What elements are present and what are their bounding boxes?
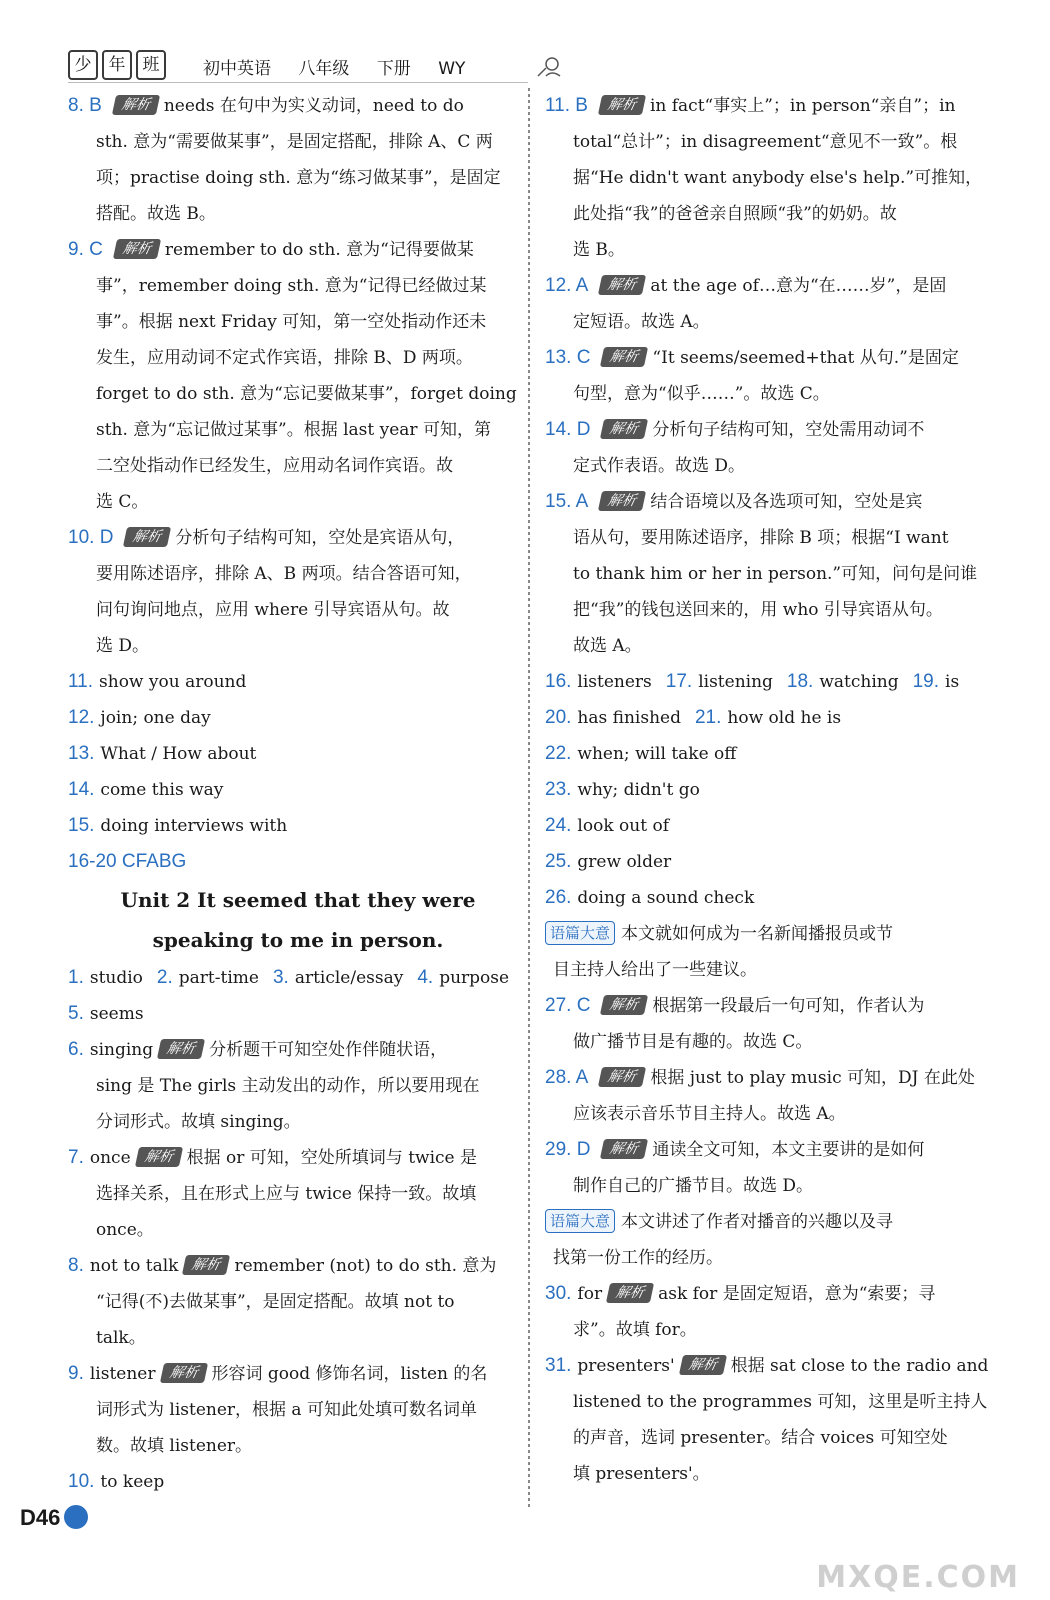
line-text: 目主持人给出了一些建议。 (553, 960, 757, 980)
page-badge-icon (64, 1505, 88, 1529)
answer-line (68, 1464, 528, 1500)
answer-text: singing (89, 1040, 154, 1060)
answer-line (68, 1140, 528, 1176)
answer-line (68, 484, 528, 520)
question-number: 6. (68, 1039, 84, 1060)
question-number: 16. (545, 671, 572, 692)
answer-line (545, 232, 1005, 268)
line-text: listeners (577, 672, 652, 692)
analysis-badge: 解析 (113, 239, 161, 259)
answer-line (545, 592, 1005, 628)
analysis-badge: 解析 (598, 1067, 646, 1087)
answer-line (68, 1428, 528, 1464)
line-text: grew older (577, 852, 672, 872)
answer-line (68, 664, 528, 700)
answer-text: listening (698, 672, 773, 692)
question-number: 11. B (545, 95, 588, 116)
line-text: 结合语境以及各选项可知，空处是宾 (650, 492, 923, 512)
line-text: 找第一份工作的经历。 (553, 1248, 723, 1268)
answer-line (68, 808, 528, 844)
line-text: “It seems/seemed+that 从句.”是固定 (652, 348, 959, 368)
line-text: 本文讲述了作者对播音的兴趣以及寻 (621, 1212, 894, 1232)
answer-line (545, 1060, 1005, 1096)
answer-line (545, 1024, 1005, 1060)
line-text: sth. 意为“忘记做过某事”。根据 last year 可知，第 (96, 420, 491, 440)
answer-line (68, 196, 528, 232)
answer-line (68, 340, 528, 376)
line-text: remember to do sth. 意为“记得要做某 (164, 240, 474, 260)
line-text: when; will take off (577, 744, 737, 764)
page-header (68, 50, 568, 90)
answer-text: not to talk (89, 1256, 179, 1276)
analysis-badge: 解析 (157, 1039, 205, 1059)
question-number: 29. D (545, 1139, 591, 1160)
answer-line (68, 1320, 528, 1356)
question-number: 19. (912, 671, 940, 692)
question-number: 3. (272, 967, 289, 988)
analysis-badge: 解析 (182, 1255, 230, 1275)
answer-line (68, 772, 528, 808)
answer-line (545, 1240, 1005, 1276)
question-number: 15. (68, 815, 95, 836)
answer-line (545, 664, 1005, 700)
answer-line (68, 448, 528, 484)
question-number: 20. (545, 707, 572, 728)
line-text: 的声音，选词 presenter。结合 voices 可知空处 (573, 1428, 948, 1448)
answer-line (545, 520, 1005, 556)
explanation-text: 形容词 good 修饰名词，listen 的名 (211, 1364, 488, 1384)
line-text: look out of (577, 816, 669, 836)
line-text: show you around (99, 672, 247, 692)
question-number: 5. (68, 1003, 84, 1024)
line-text: 制作自己的广播节目。故选 D。 (573, 1176, 814, 1196)
answer-line (545, 124, 1005, 160)
line-text: 选 C。 (96, 492, 149, 512)
line-text: join; one day (100, 708, 211, 728)
logo-char: 少 (68, 50, 98, 80)
line-text: 问句询问地点，应用 where 引导宾语从句。故 (96, 600, 450, 620)
volume: 下册 (376, 59, 411, 79)
answer-line (545, 952, 1005, 988)
question-number: 8. (68, 1255, 84, 1276)
line-text: 词形式为 listener，根据 a 可知此处填可数名词单 (96, 1400, 477, 1420)
line-text: 填 presenters'。 (573, 1464, 710, 1484)
answer-line (545, 1096, 1005, 1132)
line-text: 定短语。故选 A。 (573, 312, 710, 332)
line-text: needs 在句中为实义动词，need to do (163, 96, 464, 116)
line-text: 二空处指动作已经发生，应用动名词作宾语。故 (96, 456, 453, 476)
answer-line (545, 196, 1005, 232)
answer-line (545, 844, 1005, 880)
analysis-badge: 解析 (679, 1355, 727, 1375)
line-text: 选 B。 (573, 240, 625, 260)
analysis-badge: 解析 (598, 491, 646, 511)
answer-line (68, 1392, 528, 1428)
line-text: to thank him or her in person.”可知，问句是问谁 (573, 564, 978, 584)
answer-line (545, 1384, 1005, 1420)
answer-line (545, 304, 1005, 340)
question-number: 31. (545, 1355, 572, 1376)
question-number: 13. (68, 743, 95, 764)
question-number: 2. (156, 967, 173, 988)
question-number: 14. D (545, 419, 591, 440)
question-number: 22. (545, 743, 572, 764)
analysis-badge: 解析 (134, 1147, 182, 1167)
header-rule (68, 82, 528, 83)
line-text: total“总计”；in disagreement“意见不一致”。根 (573, 132, 958, 152)
line-text: 把“我”的钱包送回来的，用 who 引导宾语从句。 (573, 600, 943, 620)
line-text: sth. 意为“需要做某事”，是固定搭配，排除 A、C 两 (96, 132, 493, 152)
line-text: sing 是 The girls 主动发出的动作，所以要用现在 (96, 1076, 480, 1096)
line-text: come this way (100, 780, 224, 800)
line-text: 此处指“我”的爸爸亲自照顾“我”的奶奶。故 (573, 204, 897, 224)
answer-line (68, 412, 528, 448)
line-text: to keep (100, 1472, 165, 1492)
answer-line (68, 700, 528, 736)
answer-line (68, 1068, 528, 1104)
line-text: why; didn't go (577, 780, 700, 800)
line-text: seems (89, 1004, 144, 1024)
answer-line (545, 988, 1005, 1024)
line-text: has finished (577, 708, 681, 728)
analysis-badge: 解析 (606, 1283, 654, 1303)
summary-tag: 语篇大意 (545, 1209, 615, 1233)
answer-line (68, 1104, 528, 1140)
answer-line (545, 1348, 1005, 1384)
answer-line (68, 1032, 528, 1068)
logo-char: 班 (136, 50, 166, 80)
line-text: doing a sound check (577, 888, 755, 908)
answer-line (68, 376, 528, 412)
answer-line (68, 960, 528, 996)
grade: 八年级 (298, 59, 350, 79)
unit-title: Unit 2 It seemed that they were (120, 888, 476, 912)
question-number: 21. (694, 707, 722, 728)
explanation-text: ask for 是固定短语，意为“索要；寻 (658, 1284, 936, 1304)
question-number: 17. (665, 671, 693, 692)
answer-line (545, 1312, 1005, 1348)
answer-line (68, 628, 528, 664)
answer-line (68, 232, 528, 268)
line-text: forget to do sth. 意为“忘记要做某事”，forget doing (96, 384, 517, 404)
line-text: 故选 A。 (573, 636, 642, 656)
answer-line (545, 1168, 1005, 1204)
question-number: 26. (545, 887, 572, 908)
question-number: 14. (68, 779, 95, 800)
line-text: 分析句子结构可知，空处需用动词不 (652, 420, 925, 440)
answer-line (545, 376, 1005, 412)
question-number: 28. A (545, 1067, 589, 1088)
explanation-text: 分析题干可知空处作伴随状语， (209, 1040, 448, 1060)
question-number: 8. B (68, 95, 102, 116)
answer-line (68, 556, 528, 592)
edition: WY (438, 59, 466, 79)
answer-line (545, 628, 1005, 664)
analysis-badge: 解析 (600, 1139, 648, 1159)
analysis-badge: 解析 (600, 995, 648, 1015)
book-info (203, 54, 487, 79)
analysis-badge: 解析 (600, 419, 648, 439)
question-number: 15. A (545, 491, 589, 512)
line-text: 做广播节目是有趣的。故选 C。 (573, 1032, 813, 1052)
watermark: MXQE.COM (816, 1560, 1020, 1595)
line-text: “记得(不)去做某事”，是固定搭配。故填 not to (96, 1292, 455, 1312)
answer-line (545, 1204, 1005, 1240)
subject: 初中英语 (203, 59, 271, 79)
answer-line (68, 1248, 528, 1284)
page-number: D46 (20, 1505, 61, 1530)
answer-line (545, 556, 1005, 592)
unit-title: speaking to me in person. (152, 928, 444, 952)
explanation-text: 根据 sat close to the radio and (730, 1356, 989, 1376)
line-text: once。 (96, 1220, 154, 1240)
line-text: 语从句，要用陈述语序，排除 B 项；根据“I want (573, 528, 949, 548)
line-text: 事”。根据 next Friday 可知，第一空处指动作还未 (96, 312, 487, 332)
answer-line (68, 268, 528, 304)
answer-line (545, 736, 1005, 772)
question-number: 9. (68, 1363, 84, 1384)
explanation-text: remember (not) to do sth. 意为 (234, 1256, 497, 1276)
question-number: 13. C (545, 347, 591, 368)
answer-line (68, 1284, 528, 1320)
question-number: 18. (786, 671, 814, 692)
answer-line (68, 1212, 528, 1248)
line-text: 发生，应用动词不定式作宾语，排除 B、D 两项。 (96, 348, 473, 368)
answer-line (68, 304, 528, 340)
line-text: 本文就如何成为一名新闻播报员或节 (621, 924, 894, 944)
logo-char: 年 (102, 50, 132, 80)
question-number: 10. (68, 1471, 95, 1492)
answer-line (545, 808, 1005, 844)
answer-text: presenters' (577, 1356, 675, 1376)
page-footer (20, 1505, 88, 1531)
left-column (68, 88, 528, 1500)
answer-line (545, 88, 1005, 124)
line-text: studio (89, 968, 143, 988)
answer-line (545, 448, 1005, 484)
line-text: 根据 just to play music 可知，DJ 在此处 (650, 1068, 975, 1088)
analysis-badge: 解析 (123, 527, 171, 547)
answer-line (68, 520, 528, 556)
answer-line (545, 772, 1005, 808)
answer-text: part-time (178, 968, 259, 988)
line-text: What / How about (100, 744, 257, 764)
question-number: 1. (68, 967, 84, 988)
question-number: 23. (545, 779, 572, 800)
analysis-badge: 解析 (600, 347, 648, 367)
answer-line (545, 700, 1005, 736)
answer-text: how old he is (727, 708, 842, 728)
question-number: 12. A (545, 275, 589, 296)
column-divider (528, 88, 530, 1508)
analysis-badge: 解析 (159, 1363, 207, 1383)
summary-tag: 语篇大意 (545, 921, 615, 945)
question-number: 7. (68, 1147, 84, 1168)
line-text: 要用陈述语序，排除 A、B 两项。结合答语可知， (96, 564, 472, 584)
line-text: 据“He didn't want anybody else's help.”可推知， (573, 168, 983, 188)
line-text: 分词形式。故填 singing。 (96, 1112, 301, 1132)
line-text: 应该表示音乐节目主持人。故选 A。 (573, 1104, 846, 1124)
line-text: in fact“事实上”；in person“亲自”；in (649, 96, 956, 116)
line-text: at the age of…意为“在……岁”，是固 (650, 276, 947, 296)
question-number: 10. D (68, 527, 114, 548)
answer-line (68, 1176, 528, 1212)
line-text: 通读全文可知，本文主要讲的是如何 (652, 1140, 925, 1160)
question-number: 27. C (545, 995, 591, 1016)
question-number: 4. (417, 967, 434, 988)
answer-text: is (945, 672, 960, 692)
answer-line (545, 160, 1005, 196)
explanation-text: 根据 or 可知，空处所填词与 twice 是 (186, 1148, 478, 1168)
question-number: 30. (545, 1283, 572, 1304)
analysis-badge: 解析 (598, 95, 646, 115)
question-number: 25. (545, 851, 572, 872)
line-text: 定式作表语。故选 D。 (573, 456, 746, 476)
answer-line (545, 340, 1005, 376)
line-text: 搭配。故选 B。 (96, 204, 216, 224)
line-text: 事”，remember doing sth. 意为“记得已经做过某 (96, 276, 487, 296)
answer-line (68, 160, 528, 196)
answer-line (68, 844, 528, 880)
line-text: listened to the programmes 可知，这里是听主持人 (573, 1392, 988, 1412)
mascot-icon (534, 50, 564, 80)
answer-line (68, 996, 528, 1032)
answer-text: once (89, 1148, 131, 1168)
line-text: 求”。故填 for。 (573, 1320, 697, 1340)
answer-line (545, 484, 1005, 520)
line-text: 选 D。 (96, 636, 150, 656)
answer-line (545, 1420, 1005, 1456)
answer-text: article/essay (294, 968, 404, 988)
answer-line (545, 916, 1005, 952)
question-number: 9. C (68, 239, 103, 260)
answer-line (545, 268, 1005, 304)
analysis-badge: 解析 (598, 275, 646, 295)
answer-line (68, 736, 528, 772)
question-number: 12. (68, 707, 95, 728)
brand-logo (68, 50, 170, 80)
answer-line (68, 1356, 528, 1392)
line-text: doing interviews with (100, 816, 288, 836)
line-text: 根据第一段最后一句可知，作者认为 (652, 996, 925, 1016)
answer-line (545, 412, 1005, 448)
answer-text: for (577, 1284, 603, 1304)
analysis-badge: 解析 (112, 95, 160, 115)
right-column (545, 88, 1005, 1492)
answer-line (545, 1456, 1005, 1492)
answer-text: purpose (439, 968, 510, 988)
answer-text: listener (89, 1364, 156, 1384)
line-text: 选择关系，且在形式上应与 twice 保持一致。故填 (96, 1184, 477, 1204)
line-text: 句型，意为“似乎……”。故选 C。 (573, 384, 830, 404)
question-number: 11. (68, 671, 94, 692)
line-text: 数。故填 listener。 (96, 1436, 253, 1456)
line-text: talk。 (96, 1328, 146, 1348)
question-number: 24. (545, 815, 572, 836)
answer-line (68, 88, 528, 124)
line-text: 分析句子结构可知，空处是宾语从句， (175, 528, 465, 548)
answer-line (545, 1132, 1005, 1168)
answer-line (545, 880, 1005, 916)
answer-line (68, 592, 528, 628)
answer-line (68, 124, 528, 160)
question-number: 16-20 CFABG (68, 851, 187, 872)
line-text: 项；practise doing sth. 意为“练习做某事”，是固定 (96, 168, 501, 188)
answer-line (545, 1276, 1005, 1312)
answer-text: watching (819, 672, 899, 692)
